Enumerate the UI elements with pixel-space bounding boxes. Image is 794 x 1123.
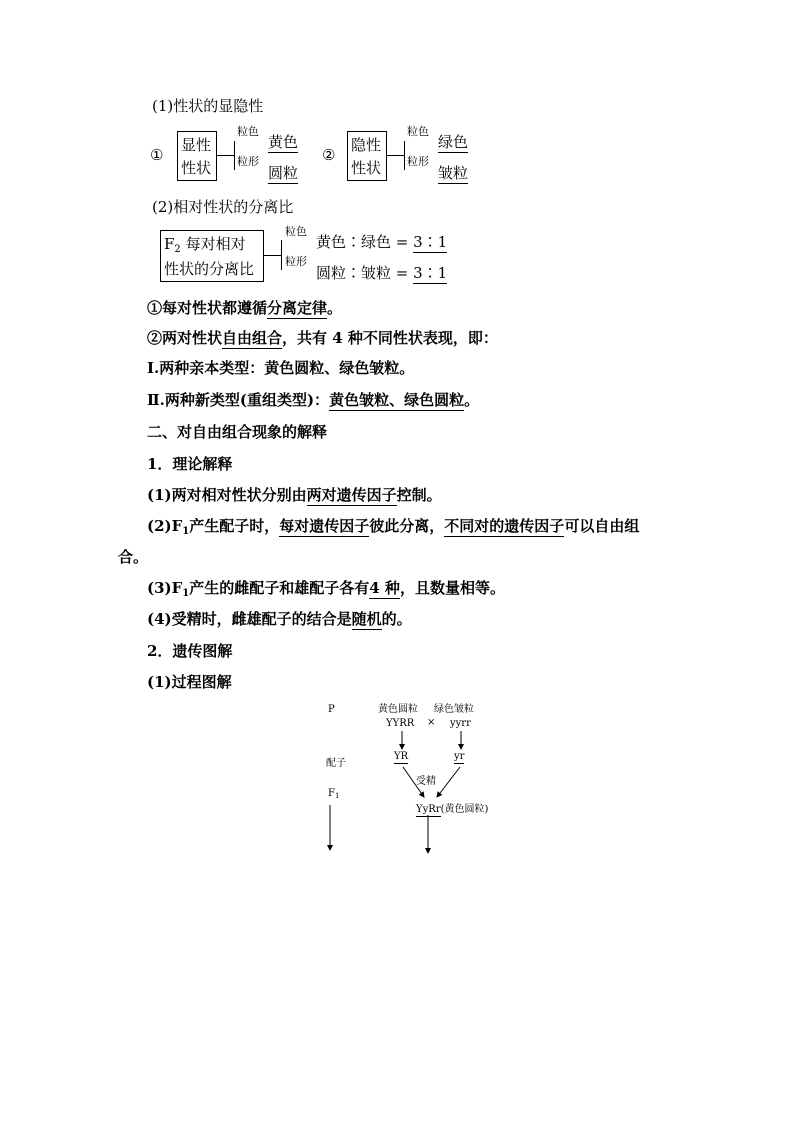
dom-branch-bottom-label: 粒形 (237, 155, 259, 168)
ratio-top: 黄色∶绿色 = 3∶1 (316, 233, 448, 251)
section2-heading: (2)相对性状的分离比 (152, 198, 294, 216)
ratio-bottom: 圆粒∶皱粒 = 3∶1 (316, 264, 448, 282)
paragraph-2: $(2)F_1$产生配子时，每对遗传因子彼此分离，不同对的遗传因子可以自由组 (147, 517, 640, 537)
cross-symbol: × (427, 717, 436, 728)
rec-result-top: 绿色 (438, 133, 469, 151)
dominant-box-line2: 性状 (181, 159, 212, 177)
paragraph-1: (1)两对相对性状分别由两对遗传因子控制。 (147, 486, 442, 504)
circle-number-1: ① (150, 146, 164, 164)
part2-sub2: 2．遗传图解 (147, 642, 233, 660)
note-4: Ⅱ.两种新类型(重组类型)：黄色皱粒、绿色圆粒。 (147, 391, 480, 409)
diagram-label-p: P (328, 704, 335, 715)
rec-result-bottom: 皱粒 (438, 164, 469, 182)
part2-sub2-1: (1)过程图解 (147, 673, 232, 691)
paragraph-2-continuation: 合。 (118, 548, 149, 566)
dom-result-bottom: 圆粒 (268, 164, 299, 182)
ratio-branch-top-label: 粒色 (285, 225, 307, 238)
ratio-branch-bottom-label: 粒形 (285, 255, 307, 268)
part2-heading: 二、对自由组合现象的解释 (147, 423, 328, 441)
parent1-genotype: YYRR (386, 718, 415, 729)
note-3: Ⅰ.两种亲本类型：黄色圆粒、绿色皱粒。 (147, 359, 415, 377)
circle-number-2: ② (322, 146, 336, 164)
f1-offspring: YyRr(黄色圆粒) (416, 804, 489, 815)
gamete-1: YR (394, 751, 409, 762)
parent2-genotype: yyrr (450, 718, 471, 729)
dom-branch-top-label: 粒色 (237, 125, 259, 138)
paragraph-4: (4)受精时，雌雄配子的结合是随机的。 (147, 610, 412, 628)
f2-box-line2: 性状的分离比 (164, 260, 255, 278)
diagram-label-f1: $F_1$ (328, 788, 340, 800)
recessive-box-line2: 性状 (351, 159, 382, 177)
diagram-label-gamete: 配子 (326, 758, 346, 769)
note-1: ①每对性状都遵循分离定律。 (147, 299, 343, 317)
paragraph-3: $(3)F_1$产生的雌配子和雄配子各有4 种，且数量相等。 (147, 579, 505, 599)
note-2: ②两对性状自由组合，共有 4 种不同性状表现，即： (147, 329, 498, 347)
gamete-2: yr (454, 751, 465, 762)
fertilization-label: 受精 (416, 776, 436, 787)
parent2-phenotype: 绿色皱粒 (434, 704, 474, 715)
rec-branch-bottom-label: 粒形 (407, 155, 429, 168)
dominant-box-line1: 显性 (181, 136, 212, 154)
f2-box-line1: $F_2$ 每对相对 (164, 235, 246, 255)
recessive-box-line1: 隐性 (351, 136, 382, 154)
dom-result-top: 黄色 (268, 133, 299, 151)
part2-sub1: 1．理论解释 (147, 455, 233, 473)
parent1-phenotype: 黄色圆粒 (378, 704, 418, 715)
section1-heading: (1)性状的显隐性 (152, 97, 264, 115)
rec-branch-top-label: 粒色 (407, 125, 429, 138)
